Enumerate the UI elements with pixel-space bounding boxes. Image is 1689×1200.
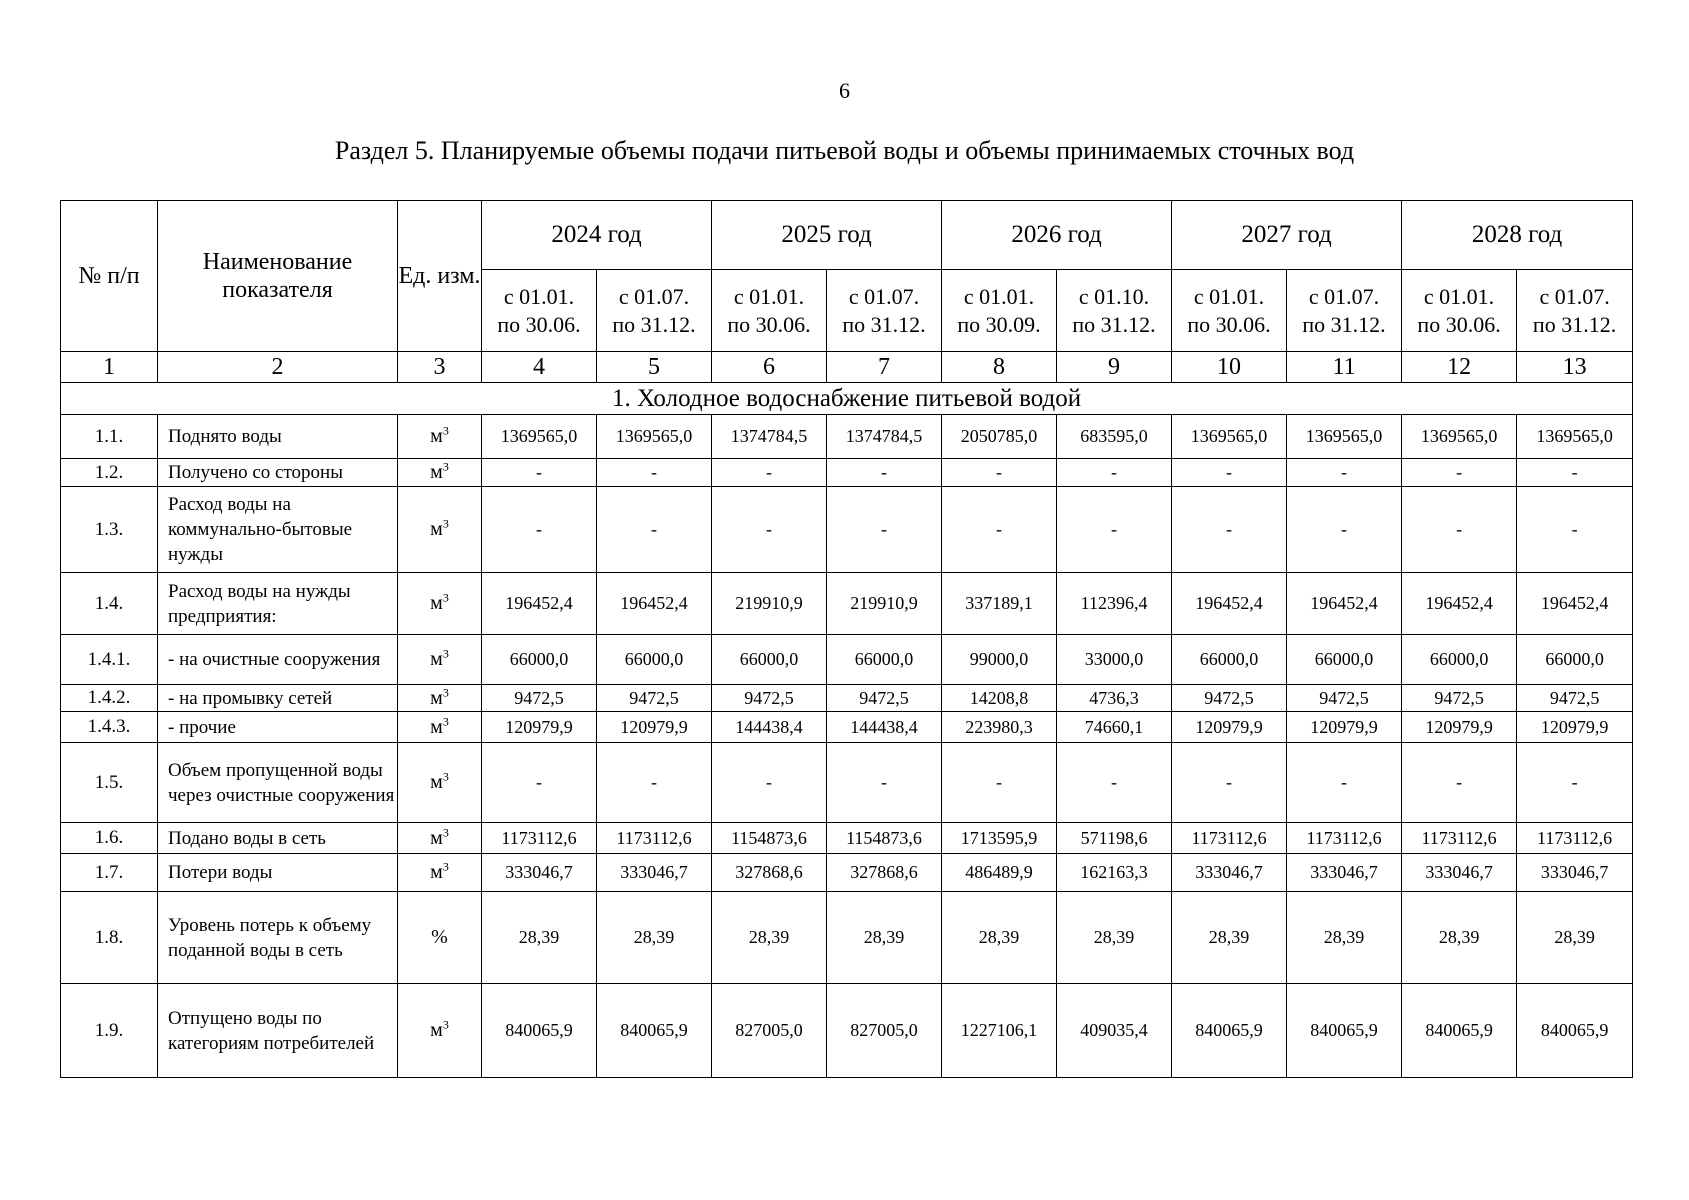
value-cell: 196452,4 bbox=[1287, 573, 1402, 635]
value-cell: 333046,7 bbox=[597, 854, 712, 892]
value-cell: 28,39 bbox=[827, 892, 942, 984]
value-cell: 4736,3 bbox=[1057, 685, 1172, 712]
period-start: с 01.01. bbox=[503, 283, 575, 309]
row-name: - прочие bbox=[158, 712, 398, 743]
value-cell: - bbox=[597, 487, 712, 573]
value-cell: 333046,7 bbox=[482, 854, 597, 892]
value-cell: 66000,0 bbox=[1287, 635, 1402, 685]
row-name: Расход воды на нужды предприятия: bbox=[158, 573, 398, 635]
table-row bbox=[61, 892, 1633, 984]
row-index: 1.3. bbox=[61, 487, 158, 573]
value-cell: 223980,3 bbox=[942, 712, 1057, 743]
column-number: 11 bbox=[1287, 352, 1402, 383]
table-row bbox=[61, 459, 1633, 487]
period-start: с 01.07. bbox=[848, 283, 920, 309]
value-cell: 9472,5 bbox=[1402, 685, 1517, 712]
header-year: 2026 год bbox=[942, 201, 1172, 270]
unit-base: м bbox=[430, 592, 443, 614]
value-cell: 120979,9 bbox=[597, 712, 712, 743]
period-end: по 31.12. bbox=[612, 311, 696, 337]
row-name: Получено со стороны bbox=[158, 459, 398, 487]
unit-superscript: 3 bbox=[442, 684, 449, 699]
row-index: 1.4. bbox=[61, 573, 158, 635]
row-name: Объем пропущенной воды через очистные сооружения bbox=[158, 743, 398, 823]
unit-base: м bbox=[430, 861, 443, 883]
value-cell: 486489,9 bbox=[942, 854, 1057, 892]
table-row bbox=[61, 743, 1633, 823]
table-row bbox=[61, 635, 1633, 685]
period-start: с 01.10. bbox=[1078, 283, 1150, 309]
value-cell: - bbox=[1517, 459, 1633, 487]
row-unit bbox=[398, 712, 482, 743]
value-cell: - bbox=[482, 487, 597, 573]
row-index: 1.1. bbox=[61, 415, 158, 459]
value-cell: 99000,0 bbox=[942, 635, 1057, 685]
value-cell: 219910,9 bbox=[827, 573, 942, 635]
unit-superscript: 3 bbox=[442, 713, 449, 728]
table-row bbox=[61, 984, 1633, 1078]
table-row bbox=[61, 685, 1633, 712]
value-cell: 9472,5 bbox=[1517, 685, 1633, 712]
value-cell: 28,39 bbox=[942, 892, 1057, 984]
value-cell: 28,39 bbox=[1287, 892, 1402, 984]
column-number: 12 bbox=[1402, 352, 1517, 383]
value-cell: - bbox=[1057, 459, 1172, 487]
value-cell: 28,39 bbox=[1057, 892, 1172, 984]
row-unit bbox=[398, 743, 482, 823]
value-cell: 1374784,5 bbox=[827, 415, 942, 459]
header-row-col-numbers bbox=[61, 352, 1633, 383]
value-cell: 196452,4 bbox=[482, 573, 597, 635]
header-period bbox=[712, 270, 827, 352]
column-number: 13 bbox=[1517, 352, 1633, 383]
value-cell: 9472,5 bbox=[482, 685, 597, 712]
value-cell: 120979,9 bbox=[1517, 712, 1633, 743]
value-cell: 840065,9 bbox=[1402, 984, 1517, 1078]
value-cell: 112396,4 bbox=[1057, 573, 1172, 635]
period-end: по 30.09. bbox=[957, 311, 1041, 337]
row-unit bbox=[398, 984, 482, 1078]
row-name: Подано воды в сеть bbox=[158, 823, 398, 854]
unit-superscript: 3 bbox=[442, 516, 449, 531]
row-index: 1.2. bbox=[61, 459, 158, 487]
unit-superscript: 3 bbox=[442, 646, 449, 661]
value-cell: 1369565,0 bbox=[1517, 415, 1633, 459]
row-unit bbox=[398, 487, 482, 573]
value-cell: - bbox=[1287, 743, 1402, 823]
table-row bbox=[61, 823, 1633, 854]
value-cell: 120979,9 bbox=[1172, 712, 1287, 743]
value-cell: 162163,3 bbox=[1057, 854, 1172, 892]
row-unit bbox=[398, 459, 482, 487]
value-cell: - bbox=[827, 487, 942, 573]
value-cell: 1369565,0 bbox=[482, 415, 597, 459]
value-cell: 1369565,0 bbox=[1402, 415, 1517, 459]
value-cell: - bbox=[1287, 487, 1402, 573]
period-end: по 30.06. bbox=[1417, 311, 1501, 337]
column-number: 10 bbox=[1172, 352, 1287, 383]
value-cell: 1173112,6 bbox=[1517, 823, 1633, 854]
table-row bbox=[61, 854, 1633, 892]
value-cell: 1173112,6 bbox=[597, 823, 712, 854]
table-row bbox=[61, 487, 1633, 573]
header-period bbox=[597, 270, 712, 352]
value-cell: 827005,0 bbox=[827, 984, 942, 1078]
value-cell: - bbox=[1172, 459, 1287, 487]
row-name: - на промывку сетей bbox=[158, 685, 398, 712]
column-number: 9 bbox=[1057, 352, 1172, 383]
value-cell: - bbox=[712, 743, 827, 823]
unit-superscript: 3 bbox=[442, 423, 449, 438]
unit-base: м bbox=[430, 461, 443, 483]
header-period bbox=[827, 270, 942, 352]
value-cell: - bbox=[827, 459, 942, 487]
period-end: по 31.12. bbox=[1302, 311, 1386, 337]
header-period bbox=[1057, 270, 1172, 352]
table-row bbox=[61, 573, 1633, 635]
value-cell: 840065,9 bbox=[597, 984, 712, 1078]
value-cell: - bbox=[1057, 487, 1172, 573]
header-period bbox=[942, 270, 1057, 352]
value-cell: - bbox=[942, 487, 1057, 573]
value-cell: 28,39 bbox=[712, 892, 827, 984]
row-index: 1.5. bbox=[61, 743, 158, 823]
row-name: Поднято воды bbox=[158, 415, 398, 459]
value-cell: 1374784,5 bbox=[712, 415, 827, 459]
value-cell: 1154873,6 bbox=[712, 823, 827, 854]
value-cell: 66000,0 bbox=[482, 635, 597, 685]
value-cell: 9472,5 bbox=[1172, 685, 1287, 712]
value-cell: - bbox=[597, 459, 712, 487]
header-period bbox=[1287, 270, 1402, 352]
column-number: 6 bbox=[712, 352, 827, 383]
header-period bbox=[1517, 270, 1633, 352]
row-index: 1.4.1. bbox=[61, 635, 158, 685]
column-number: 4 bbox=[482, 352, 597, 383]
value-cell: 333046,7 bbox=[1172, 854, 1287, 892]
value-cell: 1369565,0 bbox=[1287, 415, 1402, 459]
unit-superscript: 3 bbox=[442, 824, 449, 839]
value-cell: 120979,9 bbox=[1402, 712, 1517, 743]
value-cell: 327868,6 bbox=[827, 854, 942, 892]
row-unit bbox=[398, 635, 482, 685]
value-cell: 14208,8 bbox=[942, 685, 1057, 712]
section-heading: 1. Холодное водоснабжение питьевой водой bbox=[61, 383, 1633, 415]
row-unit bbox=[398, 854, 482, 892]
value-cell: - bbox=[1172, 743, 1287, 823]
value-cell: 9472,5 bbox=[1287, 685, 1402, 712]
header-unit: Ед. изм. bbox=[398, 201, 482, 352]
value-cell: 409035,4 bbox=[1057, 984, 1172, 1078]
value-cell: 9472,5 bbox=[827, 685, 942, 712]
unit-base: м bbox=[430, 686, 443, 709]
value-cell: 1154873,6 bbox=[827, 823, 942, 854]
value-cell: - bbox=[1517, 743, 1633, 823]
value-cell: - bbox=[1517, 487, 1633, 573]
value-cell: 333046,7 bbox=[1402, 854, 1517, 892]
page-number: 6 bbox=[839, 78, 850, 103]
unit-base: м bbox=[430, 715, 443, 738]
value-cell: 120979,9 bbox=[1287, 712, 1402, 743]
header-period bbox=[1172, 270, 1287, 352]
value-cell: 1369565,0 bbox=[597, 415, 712, 459]
value-cell: - bbox=[712, 459, 827, 487]
unit-base: м bbox=[430, 1019, 443, 1041]
value-cell: - bbox=[1402, 487, 1517, 573]
unit-superscript: 3 bbox=[442, 590, 449, 605]
section-heading-row bbox=[61, 383, 1633, 415]
row-unit bbox=[398, 685, 482, 712]
value-cell: 1173112,6 bbox=[1402, 823, 1517, 854]
value-cell: 1173112,6 bbox=[482, 823, 597, 854]
unit-base: м bbox=[430, 648, 443, 670]
row-name: Расход воды на коммунально-бытовые нужды bbox=[158, 487, 398, 573]
column-number: 2 bbox=[158, 352, 398, 383]
value-cell: 28,39 bbox=[1517, 892, 1633, 984]
period-end: по 31.12. bbox=[1532, 311, 1617, 337]
unit-base: м bbox=[430, 826, 443, 849]
value-cell: 144438,4 bbox=[827, 712, 942, 743]
value-cell: - bbox=[1057, 743, 1172, 823]
row-unit bbox=[398, 823, 482, 854]
row-name: Отпущено воды по категориям потребителей bbox=[158, 984, 398, 1078]
unit-superscript: 3 bbox=[442, 1017, 449, 1032]
period-start: с 01.07. bbox=[1539, 283, 1610, 309]
header-period bbox=[1402, 270, 1517, 352]
value-cell: 333046,7 bbox=[1517, 854, 1633, 892]
value-cell: 196452,4 bbox=[1172, 573, 1287, 635]
value-cell: 1173112,6 bbox=[1287, 823, 1402, 854]
row-name: Уровень потерь к объему поданной воды в сеть bbox=[158, 892, 398, 984]
unit-superscript: 3 bbox=[442, 769, 449, 784]
table-row bbox=[61, 712, 1633, 743]
value-cell: 840065,9 bbox=[482, 984, 597, 1078]
unit-superscript: 3 bbox=[442, 859, 449, 874]
unit-base: м bbox=[430, 518, 443, 540]
column-number: 5 bbox=[597, 352, 712, 383]
period-end: по 30.06. bbox=[1187, 311, 1271, 337]
value-cell: 1713595,9 bbox=[942, 823, 1057, 854]
column-number: 7 bbox=[827, 352, 942, 383]
row-name: Потери воды bbox=[158, 854, 398, 892]
row-index: 1.4.3. bbox=[61, 712, 158, 743]
value-cell: 196452,4 bbox=[597, 573, 712, 635]
header-year: 2028 год bbox=[1402, 201, 1633, 270]
value-cell: - bbox=[597, 743, 712, 823]
period-start: с 01.07. bbox=[618, 283, 690, 309]
value-cell: - bbox=[942, 743, 1057, 823]
value-cell: 28,39 bbox=[1402, 892, 1517, 984]
header-year: 2025 год bbox=[712, 201, 942, 270]
value-cell: 327868,6 bbox=[712, 854, 827, 892]
period-end: по 31.12. bbox=[1072, 311, 1156, 337]
value-cell: 144438,4 bbox=[712, 712, 827, 743]
table-row bbox=[61, 415, 1633, 459]
row-index: 1.8. bbox=[61, 892, 158, 984]
period-end: по 30.06. bbox=[727, 311, 811, 337]
value-cell: 840065,9 bbox=[1172, 984, 1287, 1078]
unit-base: % bbox=[431, 926, 448, 948]
value-cell: 120979,9 bbox=[482, 712, 597, 743]
column-number: 1 bbox=[61, 352, 158, 383]
value-cell: - bbox=[942, 459, 1057, 487]
header-year: 2027 год bbox=[1172, 201, 1402, 270]
period-start: с 01.07. bbox=[1308, 283, 1380, 309]
row-index: 1.4.2. bbox=[61, 685, 158, 712]
column-number: 8 bbox=[942, 352, 1057, 383]
row-index: 1.7. bbox=[61, 854, 158, 892]
row-unit bbox=[398, 573, 482, 635]
row-index: 1.6. bbox=[61, 823, 158, 854]
column-number: 3 bbox=[398, 352, 482, 383]
value-cell: - bbox=[1172, 487, 1287, 573]
value-cell: - bbox=[482, 459, 597, 487]
row-unit bbox=[398, 892, 482, 984]
header-name: Наименование показателя bbox=[158, 201, 398, 352]
value-cell: 66000,0 bbox=[827, 635, 942, 685]
value-cell: 219910,9 bbox=[712, 573, 827, 635]
unit-base: м bbox=[430, 425, 443, 447]
value-cell: 74660,1 bbox=[1057, 712, 1172, 743]
value-cell: - bbox=[1402, 743, 1517, 823]
value-cell: 1227106,1 bbox=[942, 984, 1057, 1078]
unit-base: м bbox=[430, 771, 443, 793]
value-cell: 196452,4 bbox=[1517, 573, 1633, 635]
value-cell: - bbox=[712, 487, 827, 573]
period-end: по 31.12. bbox=[842, 311, 926, 337]
value-cell: 66000,0 bbox=[1172, 635, 1287, 685]
value-cell: - bbox=[827, 743, 942, 823]
header-row-years bbox=[61, 201, 1633, 270]
period-end: по 30.06. bbox=[497, 311, 581, 337]
row-name: - на очистные сооружения bbox=[158, 635, 398, 685]
value-cell: 333046,7 bbox=[1287, 854, 1402, 892]
period-start: с 01.01. bbox=[733, 283, 805, 309]
value-cell: 2050785,0 bbox=[942, 415, 1057, 459]
row-index: 1.9. bbox=[61, 984, 158, 1078]
value-cell: 66000,0 bbox=[1517, 635, 1633, 685]
value-cell: 33000,0 bbox=[1057, 635, 1172, 685]
water-volumes-table bbox=[60, 200, 1633, 1078]
value-cell: 9472,5 bbox=[712, 685, 827, 712]
value-cell: 683595,0 bbox=[1057, 415, 1172, 459]
value-cell: 9472,5 bbox=[597, 685, 712, 712]
value-cell: 840065,9 bbox=[1517, 984, 1633, 1078]
value-cell: - bbox=[1402, 459, 1517, 487]
header-period bbox=[482, 270, 597, 352]
section-title: Раздел 5. Планируемые объемы подачи питьевой воды и объемы принимаемых сточных вод bbox=[334, 136, 1355, 165]
value-cell: 28,39 bbox=[482, 892, 597, 984]
value-cell: 571198,6 bbox=[1057, 823, 1172, 854]
value-cell: 196452,4 bbox=[1402, 573, 1517, 635]
value-cell: 1173112,6 bbox=[1172, 823, 1287, 854]
value-cell: 66000,0 bbox=[597, 635, 712, 685]
value-cell: 66000,0 bbox=[1402, 635, 1517, 685]
value-cell: 827005,0 bbox=[712, 984, 827, 1078]
period-start: с 01.01. bbox=[1193, 283, 1265, 309]
value-cell: 66000,0 bbox=[712, 635, 827, 685]
period-start: с 01.01. bbox=[1423, 283, 1495, 309]
value-cell: - bbox=[1287, 459, 1402, 487]
period-start: с 01.01. bbox=[963, 283, 1035, 309]
value-cell: 28,39 bbox=[597, 892, 712, 984]
row-unit bbox=[398, 415, 482, 459]
value-cell: - bbox=[482, 743, 597, 823]
value-cell: 337189,1 bbox=[942, 573, 1057, 635]
header-no: № п/п bbox=[61, 201, 158, 352]
value-cell: 1369565,0 bbox=[1172, 415, 1287, 459]
header-year: 2024 год bbox=[482, 201, 712, 270]
value-cell: 28,39 bbox=[1172, 892, 1287, 984]
value-cell: 840065,9 bbox=[1287, 984, 1402, 1078]
unit-superscript: 3 bbox=[442, 459, 449, 474]
